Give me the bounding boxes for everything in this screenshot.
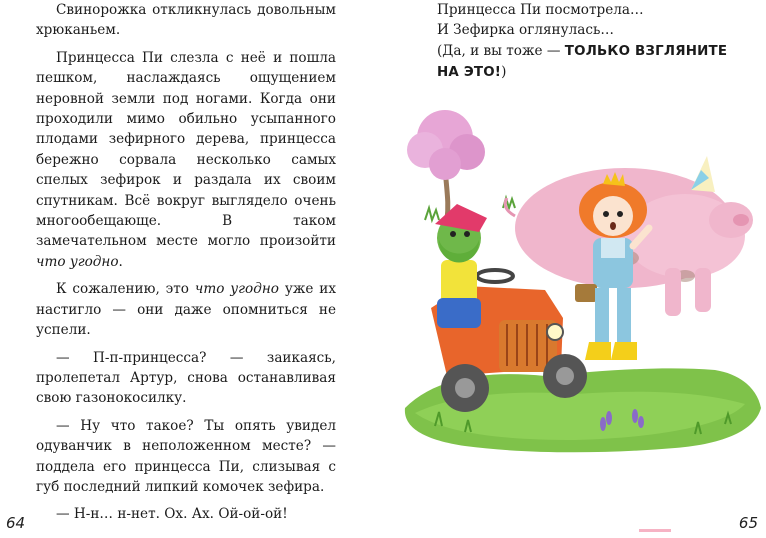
pink-mark bbox=[639, 529, 671, 532]
left-page-text bbox=[36, 0, 336, 525]
story-illustration bbox=[395, 108, 765, 468]
paragraph-2-end: . bbox=[118, 253, 123, 270]
right-line-3-caps: ТОЛЬКО ВЗГЛЯНИТЕ НА ЭТО! bbox=[437, 43, 728, 81]
paragraph-2-text: Принцесса Пи слезла с неё и пошла пешком, наслаждаясь ощущением неровной земли под ногами. Когда они проходили мимо обильно усыпанного плодами зефирного дерева, принцесса бережно сорвала несколько самых спелых зефирок и раздала их своим спутникам. Всё вокруг выглядело очень многообещающе. В таком замечательном месте могло произойти bbox=[36, 49, 336, 250]
paragraph-3-start: К сожалению, это bbox=[56, 281, 195, 298]
right-line-1: Принцесса Пи посмотрела… bbox=[437, 2, 644, 18]
right-line-2: И Зефирка оглянулась… bbox=[437, 22, 614, 39]
paragraph-6-text: — Н-н… н-нет. Ох. Ах. Ой-ой-ой! bbox=[56, 506, 288, 523]
paragraph-1-text: Свинорожка откликнулась довольным хрюканьем. bbox=[36, 2, 336, 39]
paragraph-4-text: — П-п-принцесса? — заикаясь, пролепетал Артур, снова останавливая свою газонокосилку. bbox=[36, 349, 336, 407]
paragraph-6 bbox=[36, 504, 336, 524]
paragraph-4 bbox=[36, 348, 336, 409]
paragraph-3-italic: что угодно bbox=[194, 281, 279, 298]
paragraph-3-end: уже их настигло — они даже опомниться не успели. bbox=[36, 281, 337, 339]
paragraph-5-text: — Ну что такое? Ты опять увидел одуванчик в неположенном месте? — поддела его принцесса Пи, слизывая с губ последний липкий комочек зефира. bbox=[36, 417, 336, 495]
paragraph-3 bbox=[36, 279, 336, 340]
paragraph-2-italic: что угодно bbox=[36, 253, 119, 270]
right-line-3-suffix: ) bbox=[501, 64, 507, 81]
paragraph-1 bbox=[36, 0, 336, 41]
page-number-right: 65 bbox=[738, 514, 758, 532]
right-line-3-prefix: (Да, и вы тоже — bbox=[437, 42, 565, 59]
page-number-left: 64 bbox=[6, 514, 26, 532]
paragraph-2 bbox=[36, 48, 336, 272]
right-page-text bbox=[437, 0, 737, 84]
gnome-arthur bbox=[435, 204, 487, 328]
right-line-3 bbox=[437, 41, 737, 84]
paragraph-5 bbox=[36, 416, 336, 498]
zephyr-tree bbox=[407, 110, 485, 220]
right-page bbox=[383, 0, 766, 538]
